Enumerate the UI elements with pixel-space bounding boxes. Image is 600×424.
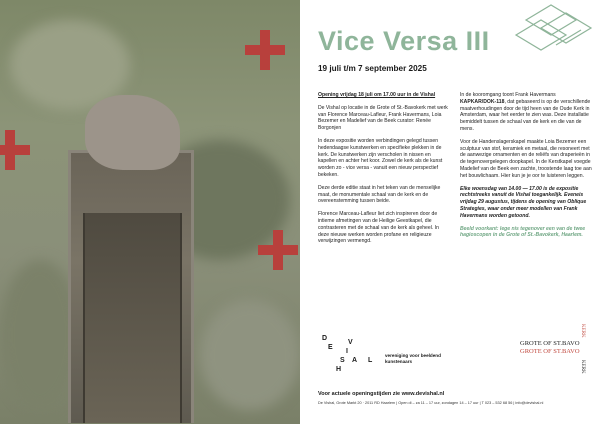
logo-letter: L <box>368 357 373 364</box>
intro-paragraph: De Vishal op locatie in de Grote of St.-Bavokerk met werk van Florence Marceau-Lafleur, Frank Havermans, Loia Bezemer en Madelief van de Beek curator: Renée Borgonjen <box>318 104 448 132</box>
paragraph: Voor de Handenslagerskapel maakte Loia Bezemer een sculptuur van stof, keramiek en metaal, die resoneert met de aanwezige ornamenten en de reliëfs van draperieën in de tegenovergelegen doopkapel. In de Kerstkapel voegde Madelief van de Beek een zachte, troostende laag toe aan het bouwlichaam. Hier kun je je oor te luisteren leggen. <box>460 138 592 179</box>
broken-stone <box>85 95 180 170</box>
logo-letter: H <box>336 366 342 373</box>
ribbon-decoration-icon <box>506 0 596 60</box>
opening-text: Opening vrijdag 18 juli om 17.00 uur in de Vishal <box>318 92 436 98</box>
vishal-caption: vereniging voor beeldend kunstenaars <box>385 353 441 364</box>
paragraph: Deze derde editie staat in het teken van de menselijke maat, de monumentale schaal van de kerk en de overeenstemming tussen beide. <box>318 184 441 205</box>
schedule-paragraph: Elke woensdag van 14.00 — 17.00 is de expositie rechtstreeks vanuit de Vishal toegankelijk. Eveneis vrijdag 29 augustus, tijdens de opening van Oblique Strategies, waar onder meer modellen van Frank Havermans worden getoond. <box>460 185 587 219</box>
website-line: Voor actuele openingstijden zie www.devishal.nl <box>318 391 445 397</box>
consecration-cross <box>245 30 285 70</box>
text-span: In de kooromgang toont Frank Havermans <box>460 92 556 98</box>
de-vishal-logo <box>318 335 378 385</box>
paragraph: In deze expositie worden verbindingen gelegd tussen hedendaagse kunstwerken en specifieke plekken in de kerk. De kunstwerken zijn verscholen in nissen en kapellen en achter het koor. Zowel de kerk als de kunst worden zo - vice versa - vanuit een nieuw perspectief bekeken. <box>318 137 443 178</box>
logo-line: GROTE OF ST.BAVO <box>520 340 580 347</box>
logo-letter: A <box>352 357 358 364</box>
text-span: , dat gebaseerd is op de verschillende maatverhoudingen door de tijd heen van de Oude Kerk in Amsterdam, waar het eerder te zien was. Deze installatie bemiddelt tussen de schaal van de kerk en die van de mens. <box>460 98 591 132</box>
text-column-right <box>460 92 592 245</box>
consecration-cross <box>0 130 30 170</box>
logo-letter: I <box>346 348 348 355</box>
logo-letter: E <box>328 344 333 351</box>
logo-letter: D <box>322 335 328 342</box>
stone-niche <box>68 150 194 423</box>
paragraph: Florence Marceau-Lafleur liet zich inspireren door de intieme afmetingen van de Heilige Geestkapel, die contrasteren met de schaal van de kerk als geheel. In deze nieuwe werken worden profane en religieuze verwijzingen vermengd. <box>318 211 439 245</box>
paragraph <box>460 92 592 133</box>
artwork-title: KAPKAR/DOK-118 <box>460 98 505 105</box>
text-panel <box>300 0 600 424</box>
logo-line: GROTE OF ST.BAVO <box>520 348 580 355</box>
wall-stain <box>200 300 300 410</box>
exhibition-title: Vice Versa III <box>318 26 490 56</box>
logo-side-text: KERK <box>580 360 585 374</box>
address-line: De Vishal, Grote Markt 20 · 2011 RD Haarlem | Open di – za 11 – 17 uur, zondagen 14 – 17 uur | T 023 – 532 68 56 | info@devishal.nl <box>318 401 544 405</box>
logo-letter: V <box>348 339 353 346</box>
logo-letter: S <box>340 357 345 364</box>
consecration-cross <box>258 230 298 270</box>
logo-side-text: KERK <box>580 324 585 338</box>
niche-opening <box>83 213 182 423</box>
text-column-left <box>318 92 448 251</box>
image-caption: Beeld voorkant: lege nis tegenover een van de twee hagioscopen in de Grote of St.-Bavokerk, Haarlem. <box>460 225 586 239</box>
exhibition-dates: 19 juli t/m 7 september 2025 <box>318 64 427 73</box>
grote-kerk-logo <box>520 324 590 378</box>
